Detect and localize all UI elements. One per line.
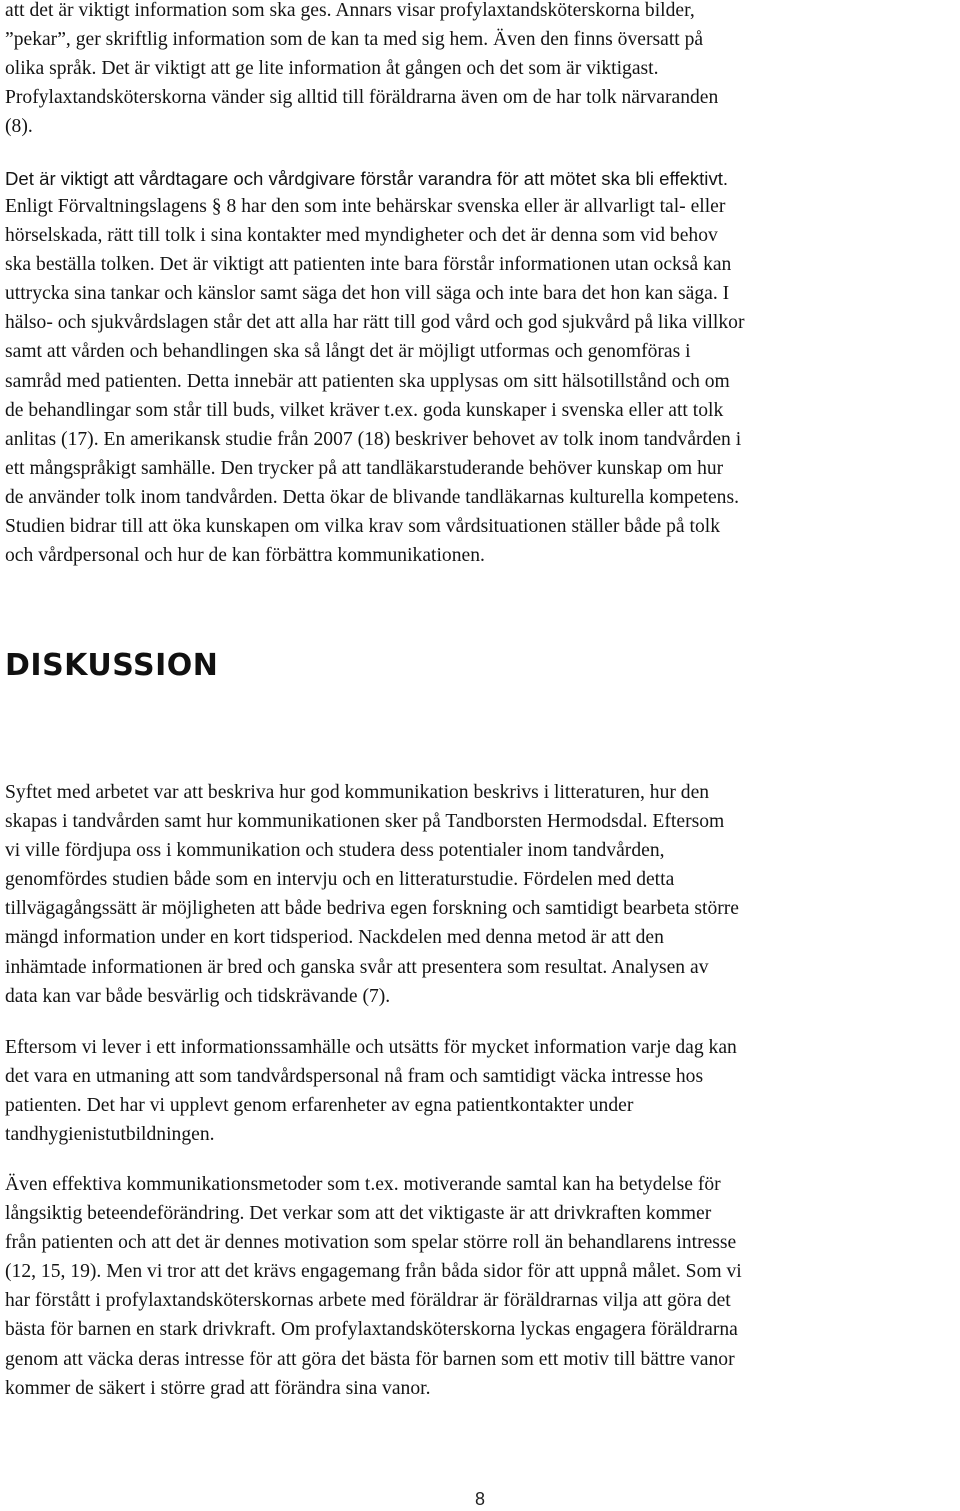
paragraph-line: data kan var både besvärlig och tidskrävande (7). — [5, 985, 391, 1007]
paragraph-line: inhämtade informationen är bred och ganska svår att presentera som resultat. Analysen av — [5, 956, 709, 978]
section-heading: DISKUSSION — [5, 648, 219, 683]
paragraph-line: uttrycka sina tankar och känslor samt säga det hon vill säga och inte bara det hon kan säga. I — [5, 283, 730, 305]
paragraph-line: genom att väcka deras intresse för att göra det bästa för barnen som ett motiv till bättre vanor — [5, 1348, 735, 1370]
paragraph-line: kommer de säkert i större grad att förändra sina vanor. — [5, 1377, 431, 1399]
paragraph-line: Eftersom vi lever i ett informationssamhälle och utsätts för mycket information varje dag kan — [5, 1037, 737, 1058]
paragraph-line: patienten. Det har vi upplevt genom erfarenheter av egna patientkontakter under — [5, 1095, 634, 1117]
top-paragraph — [5, 0, 955, 141]
discussion-paragraph-1 — [5, 778, 955, 1011]
paragraph-line: hälso- och sjukvårdslagen står det att alla har rätt till god vård och god sjukvård på lika villkor — [5, 312, 745, 334]
paragraph-line: ett mångspråkigt samhälle. Den trycker på att tandläkarstuderande behöver kunskap om hur — [5, 457, 724, 479]
paragraph-line: (12, 15, 19). Men vi tror att det krävs engagemang från båda sidor för att uppnå målet. Som vi — [5, 1261, 742, 1283]
paragraph-line: (8). — [5, 116, 33, 138]
paragraph-line: Enligt Förvaltningslagens § 8 har den som inte behärskar svenska eller är allvarligt tal- eller — [5, 196, 726, 217]
paragraph-line: samråd med patienten. Detta innebär att patienten ska upplysas om sitt hälsotillstånd och om — [5, 370, 730, 392]
paragraph-line: skapas i tandvården samt hur kommunikationen sker på Tandborsten Hermodsdal. Eftersom — [5, 811, 725, 833]
law-paragraph — [5, 192, 955, 570]
paragraph-line: hörselskada, rätt till tolk i sina kontakter med myndigheter och det är denna som vid behov — [5, 225, 718, 247]
paragraph-line: samt att vården och behandlingen ska så långt det är möjligt utformas och genomföras i — [5, 341, 691, 363]
paragraph-line: bästa för barnen en stark drivkraft. Om profylaxtandsköterskorna lyckas engagera föräldrarna — [5, 1319, 738, 1341]
paragraph-line: har förstått i profylaxtandsköterskornas arbete med föräldrar är föräldrarnas vilja att göra det — [5, 1290, 731, 1312]
discussion-paragraph-2 — [5, 1033, 955, 1149]
paragraph-line: ”pekar”, ger skriftlig information som de kan ta med sig hem. Även den finns översatt på — [5, 29, 704, 51]
paragraph-line: de använder tolk inom tandvården. Detta ökar de blivande tandläkarnas kulturella kompetens. — [5, 486, 739, 508]
paragraph-line: Studien bidrar till att öka kunskapen om vilka krav som vårdsituationen ställer både på tolk — [5, 516, 721, 538]
paragraph-line: och vårdpersonal och hur de kan förbättra kommunikationen. — [5, 545, 485, 567]
paragraph-line: tillvägagångssätt är möjligheten att både bedriva egen forskning och samtidigt bearbeta större — [5, 898, 739, 920]
discussion-paragraph-3 — [5, 1170, 955, 1403]
paragraph-line: mängd information under en kort tidsperiod. Nackdelen med denna metod är att den — [5, 927, 664, 949]
paragraph-line: anlitas (17). En amerikansk studie från 2007 (18) beskriver behovet av tolk inom tandvården i — [5, 428, 742, 450]
paragraph-line: genomfördes studien både som en intervju och en litteraturstudie. Fördelen med detta — [5, 869, 675, 891]
paragraph-line: från patienten och att det är dennes motivation som spelar större roll än behandlarens intresse — [5, 1232, 737, 1254]
paragraph-line: de behandlingar som står till buds, vilket kräver t.ex. goda kunskaper i svenska eller att tolk — [5, 399, 724, 421]
paragraph-line: Även effektiva kommunikationsmetoder som t.ex. motiverande samtal kan ha betydelse för — [5, 1174, 721, 1195]
sans-sentence — [5, 164, 955, 193]
paragraph-line: vi ville fördjupa oss i kommunikation och studera dess potentialer inom tandvården, — [5, 840, 665, 862]
paragraph-line: långsiktig beteendeförändring. Det verkar som att det viktigaste är att drivkraften kommer — [5, 1203, 712, 1225]
paragraph-line: att det är viktigt information som ska ges. Annars visar profylaxtandsköterskorna bilder, — [5, 0, 695, 21]
paragraph-line: ska beställa tolken. Det är viktigt att patienten inte bara förstår informationen utan också kan — [5, 254, 732, 276]
paragraph-line: Profylaxtandsköterskorna vänder sig alltid till föräldrarna även om de har tolk närvaranden — [5, 87, 719, 109]
page-number: 8 — [474, 1489, 485, 1509]
paragraph-line: olika språk. Det är viktigt att ge lite information åt gången och det som är viktigast. — [5, 58, 659, 80]
paragraph-line: det vara en utmaning att som tandvårdspersonal nå fram och samtidigt väcka intresse hos — [5, 1066, 704, 1088]
paragraph-line: tandhygienistutbildningen. — [5, 1124, 215, 1146]
paragraph-line: Syftet med arbetet var att beskriva hur god kommunikation beskrivs i litteraturen, hur den — [5, 782, 710, 803]
paragraph-line: Det är viktigt att vårdtagare och vårdgivare förstår varandra för att mötet ska bli effektivt. — [5, 168, 729, 189]
